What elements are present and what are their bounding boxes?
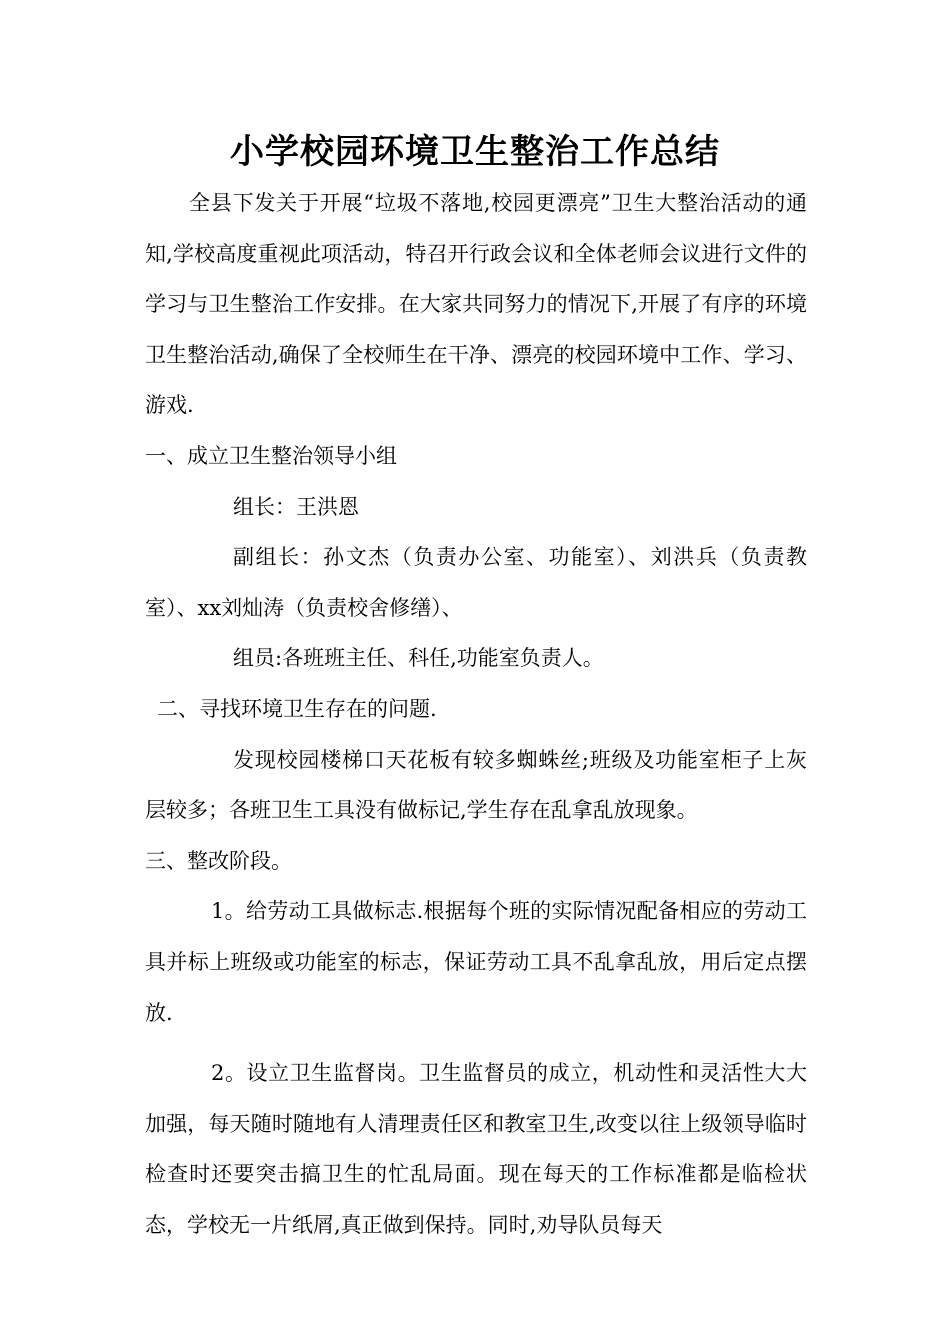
section-heading-2: 二、寻找环境卫生存在的问题. — [157, 696, 437, 721]
leader-line: 组长：王洪恩 — [233, 494, 359, 519]
document-body — [145, 178, 807, 1250]
step-2-paragraph: 2。设立卫生监督岗。卫生监督员的成立，机动性和灵活性大大加强，每天随时随地有人清理责任区和教室卫生,改变以往上级领导临时检查时还要突击搞卫生的忙乱局面。现在每天的工作标准都是临检状态，学校无一片纸屑,真正做到保持。同时,劝导队员每天 — [145, 1061, 807, 1237]
members-line: 组员:各班班主任、科任,功能室负责人。 — [233, 646, 604, 671]
step-1-paragraph: 1。给劳动工具做标志.根据每个班的实际情况配备相应的劳动工具并标上班级或功能室的标志，保证劳动工具不乱拿乱放，用后定点摆放. — [145, 899, 807, 1025]
deputy-leader-paragraph: 副组长：孙文杰（负责办公室、功能室）、刘洪兵（负责教室）、xx刘灿涛（负责校舍修缮）、 — [145, 545, 807, 620]
section-heading-1: 一、成立卫生整治领导小组 — [145, 443, 397, 468]
document-title: 小学校园环境卫生整治工作总结 — [230, 132, 720, 172]
section-heading-3: 三、整改阶段。 — [145, 848, 292, 873]
intro-paragraph: 全县下发关于开展“垃圾不落地,校园更漂亮”卫生大整治活动的通知,学校高度重视此项活动，特召开行政会议和全体老师会议进行文件的学习与卫生整治工作安排。在大家共同努力的情况下,开展了有序的环境卫生整治活动,确保了全校师生在干净、漂亮的校园环境中工作、学习、游戏. — [145, 191, 807, 418]
problems-paragraph: 发现校园楼梯口天花板有较多蜘蛛丝;班级及功能室柜子上灰层较多；各班卫生工具没有做标记,学生存在乱拿乱放现象。 — [145, 747, 807, 823]
